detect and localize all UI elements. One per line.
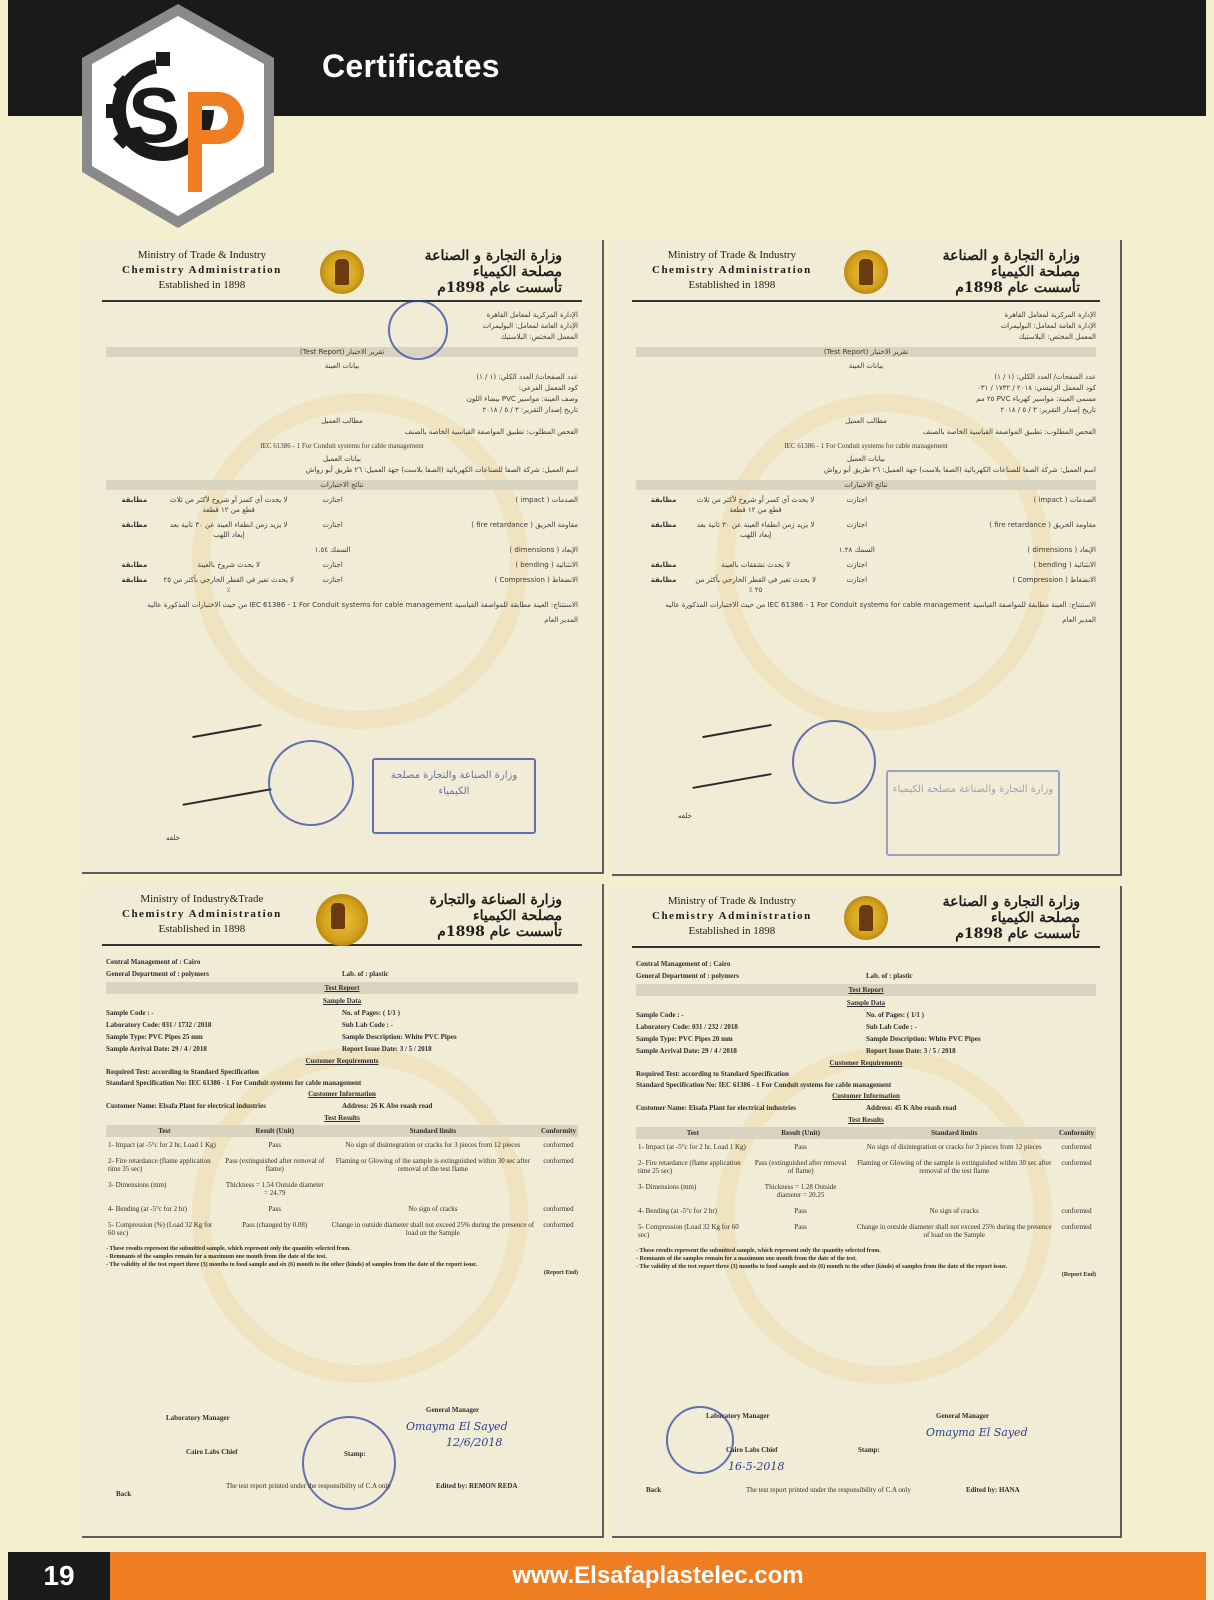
page-title: Certificates	[322, 48, 500, 84]
signature-block	[106, 1406, 578, 1516]
report-title: Test Report	[636, 984, 1096, 996]
chief-signature-date: 16-5-2018	[728, 1460, 785, 1473]
gm-signature-date: 12/6/2018	[446, 1436, 503, 1449]
general-department: General Department of : polymers	[636, 972, 740, 980]
general-manager-label: General Manager	[936, 1412, 990, 1420]
ministry-seal-icon	[316, 894, 368, 946]
requirements-title: Customer Requirements	[829, 1059, 903, 1067]
client-title: بيانات العميل	[846, 455, 885, 463]
sample-title: بيانات العينة	[848, 362, 884, 370]
table-row: 4- Bending (at -5°c for 2 hr) Pass No sign of cracks conformed	[108, 1205, 574, 1213]
arrival-date: Sample Arrival Date: 29 / 4 / 2018	[106, 1045, 207, 1053]
report-body	[106, 954, 578, 1516]
manager-label: المدير العام	[1062, 616, 1096, 624]
ministry-seal-icon	[844, 250, 888, 294]
report-title: تقرير الاختبار (Test Report)	[106, 347, 578, 357]
pages: No. of Pages: ( 1/1 )	[342, 1009, 400, 1017]
admin-ar: مصلحة الكيمياء	[991, 910, 1080, 926]
admin-ar: مصلحة الكيمياء	[473, 264, 562, 280]
results-row: الانثنائية ( bending ) اجتازت لا يحدث شروخ بالعينة مطابقة	[121, 561, 578, 569]
established-en: Established in 1898	[688, 279, 776, 291]
certificate-ar-2	[612, 240, 1122, 876]
client-line: اسم العميل: شركة الصفا للصناعات الكهربائية (الصفا بلاست) جهة العميل: ٢٦ طريق أبو رواش	[823, 466, 1096, 474]
col-result: Result (Unit)	[750, 1127, 852, 1139]
ministry-en: Ministry of Trade & Industry	[137, 249, 267, 261]
results-title: نتائج الاختبارات	[636, 480, 1096, 490]
table-row: 1- Impact (at -5°c for 2 hr, Load 1 Kg) Pass No sign of disintegration or cracks for 3 pieces from 12 pieces conformed	[638, 1143, 1092, 1151]
sub-lab-code: Sub Lab Code : -	[342, 1021, 393, 1029]
table-row: 2- Fire retardance (flame application time 35 sec) Pass (extinguished after removal of flame) Flaming or Glowing of the sample is extinguished within 30 sec after removal of the test flame conformed	[108, 1157, 574, 1173]
back-label: Back	[116, 1490, 132, 1498]
established-ar: تأسست عام 1898م	[955, 926, 1080, 942]
admin-ar: مصلحة الكيمياء	[991, 264, 1080, 280]
ministry-seal-icon	[320, 250, 364, 294]
lab-code: Laboratory Code: 031 / 232 / 2018	[636, 1023, 738, 1031]
lab-manager-label: Laboratory Manager	[706, 1412, 770, 1420]
lab-name: المعمل المختص: البلاستيك	[500, 333, 578, 341]
admin-en: Chemistry Administration	[122, 264, 282, 276]
printed-note: The test report printed under the responsibility of C.A only	[226, 1482, 391, 1490]
sample-description: Sample Description: White PVC Pipes	[342, 1033, 457, 1041]
client-line: اسم العميل: شركة الصفا للصناعات الكهربائية (الصفا بلاست) جهة العميل: ٢٦ طريق أبو رواش	[305, 466, 578, 474]
sample-description: Sample Description: White PVC Pipes	[866, 1035, 981, 1043]
printed-note: The test report printed under the responsibility of C.A only	[746, 1486, 911, 1494]
col-test: Test	[106, 1125, 223, 1137]
ministry-en: Ministry of Trade & Industry	[667, 249, 797, 261]
central-admin: الإدارة المركزية لمعامل القاهرة	[1004, 311, 1096, 319]
arrival-date: Sample Arrival Date: 29 / 4 / 2018	[636, 1047, 737, 1055]
established-en: Established in 1898	[158, 279, 246, 291]
round-stamp	[388, 300, 448, 360]
col-limits: Standard limits	[851, 1127, 1057, 1139]
table-row: 5- Compression (Load 32 Kg for 60 sec) Pass Change in outside diameter shall not exceed 25% during the presence of load on the Sample conformed	[638, 1223, 1092, 1239]
col-conformity: Conformity	[539, 1125, 578, 1137]
report-title: تقرير الاختبار (Test Report)	[636, 347, 1096, 357]
request-line: الفحص المطلوب: تطبيق المواصفة القياسية الخاصة بالصنف	[922, 428, 1096, 436]
stamp-label: Stamp:	[344, 1450, 366, 1458]
standard-spec: Standard Specification No: IEC 61386 - 1 For Conduit systems for cable management	[106, 1079, 362, 1087]
sample-type: Sample Type: PVC Pipes 25 mm	[106, 1033, 203, 1041]
signature-block	[636, 1406, 1096, 1516]
results-row: الانضغاط ( Compression ) اجتازت لا يحدث تغير في القطر الخارجي بأكثر من ٢٥ ٪ مطابقة	[121, 576, 578, 594]
table-row: 1- Impact (at -5°c for 2 hr, Load 1 Kg) Pass No sign of disintegration or cracks for 3 pieces from 12 pieces conformed	[108, 1141, 574, 1149]
admin-ar: مصلحة الكيمياء	[473, 908, 562, 924]
stamp-label: Stamp:	[858, 1446, 880, 1454]
table-row: 5- Compression (%) (Load 32 Kg for 60 sec) Pass (changed by 0.08) Change in outside diameter shall not exceed 25% during the presence of load on the Sample conformed	[108, 1221, 574, 1237]
back-label: خلفه	[166, 835, 180, 842]
letterhead	[632, 894, 1100, 948]
round-stamp	[666, 1406, 734, 1474]
results-table	[106, 1125, 578, 1241]
ministry-en: Ministry of Industry&Trade	[140, 893, 264, 905]
rectangular-stamp: وزارة التجارة والصناعة مصلحة الكيمياء	[886, 770, 1060, 856]
general-department: General Department of : polymers	[106, 970, 210, 978]
established-ar: تأسست عام 1898م	[437, 924, 562, 940]
ministry-ar: وزارة التجارة و الصناعة	[424, 248, 562, 264]
certificate-en-1	[82, 884, 604, 1538]
manager-label: المدير العام	[544, 616, 578, 624]
page-number: 19	[8, 1552, 110, 1600]
results-row: الانضغاط ( Compression ) اجتازت لا يحدث تغير في القطر الخارجي بأكثر من ٢٥ ٪ مطابقة	[650, 576, 1096, 594]
required-test: Required Test: according to Standard Specification	[106, 1068, 259, 1076]
ministry-ar: وزارة التجارة و الصناعة	[942, 248, 1080, 264]
sample-code: Sample Code : -	[106, 1009, 154, 1017]
established-ar: تأسست عام 1898م	[437, 280, 562, 296]
results-table	[636, 1127, 1096, 1243]
col-conformity: Conformity	[1057, 1127, 1096, 1139]
request-title: مطالب العميل	[321, 417, 363, 425]
customer-address: Address: 45 K Abo roash road	[866, 1104, 957, 1112]
required-test: Required Test: according to Standard Specification	[636, 1070, 789, 1078]
sample-type: Sample Type: PVC Pipes 20 mm	[636, 1035, 733, 1043]
requirements-title: Customer Requirements	[305, 1057, 379, 1065]
standard-spec: Standard Specification No: IEC 61386 - 1 For Conduit systems for cable management	[636, 1081, 892, 1089]
sample-line: كود المعمل الفرعي:	[518, 384, 578, 392]
table-row: 4- Bending (at -5°c for 2 hr) Pass No sign of cracks conformed	[638, 1207, 1092, 1215]
sample-title: Sample Data	[846, 999, 886, 1007]
col-result: Result (Unit)	[223, 1125, 327, 1137]
col-test: Test	[636, 1127, 750, 1139]
letterhead	[632, 248, 1100, 302]
sample-title: بيانات العينة	[324, 362, 360, 370]
logo-letter-s: S	[128, 71, 181, 159]
col-limits: Standard limits	[327, 1125, 539, 1137]
labs-chief-label: Cairo Labs Chief	[186, 1448, 238, 1456]
company-logo	[68, 0, 288, 232]
report-body	[636, 956, 1096, 1516]
edited-by: Edited by: HANA	[966, 1486, 1020, 1494]
issue-date: Report Issue Date: 3 / 5 / 2018	[342, 1045, 432, 1053]
standard-spec: IEC 61386 - 1 For Conduit systems for cable management	[260, 442, 424, 450]
customer-info-title: Customer Information	[308, 1090, 376, 1098]
ministry-ar: وزارة الصناعة والتجارة	[429, 892, 562, 908]
central-admin: الإدارة المركزية لمعامل القاهرة	[486, 311, 578, 319]
admin-en: Chemistry Administration	[652, 264, 812, 276]
general-manager-label: General Manager	[426, 1406, 480, 1414]
sample-line: تاريخ إصدار التقرير: ٣ / ٥ / ٢٠١٨	[482, 406, 578, 414]
customer-address: Address: 26 K Abo roash road	[342, 1102, 433, 1110]
lab-of: Lab. of : plastic	[866, 972, 913, 980]
general-admin: الإدارة العامة لمعامل: البوليمرات	[1000, 322, 1096, 330]
lab-name: المعمل المختص: البلاستيك	[1018, 333, 1096, 341]
standard-spec: IEC 61386 - 1 For Conduit systems for cable management	[784, 442, 948, 450]
request-title: مطالب العميل	[845, 417, 887, 425]
sample-title: Sample Data	[322, 997, 362, 1005]
general-admin: الإدارة العامة لمعامل: البوليمرات	[482, 322, 578, 330]
customer-info-title: Customer Information	[832, 1092, 900, 1100]
back-label: خلفه	[678, 813, 692, 820]
ministry-ar: وزارة التجارة و الصناعة	[942, 894, 1080, 910]
sub-lab-code: Sub Lab Code : -	[866, 1023, 917, 1031]
letterhead	[102, 248, 582, 302]
table-row: 3- Dimensions (mm) Thickness = 1.28 Outside diameter = 20.25	[638, 1183, 837, 1199]
pages: No. of Pages: ( 1/1 )	[866, 1011, 924, 1019]
labs-chief-label: Cairo Labs Chief	[726, 1446, 778, 1454]
customer-name: Customer Name: Elsafa Plant for electrical industries	[636, 1104, 796, 1112]
certificate-ar-1	[82, 240, 604, 874]
footer-bar	[8, 1552, 1206, 1600]
results-title: نتائج الاختبارات	[106, 480, 578, 490]
sample-code: Sample Code : -	[636, 1011, 684, 1019]
report-title: Test Report	[106, 982, 578, 994]
results-row: مقاومة الحريق ( fire retardance ) اجتازت لا يزيد زمن انطفاء العينة عن ٣٠ ثانية بعد إبعاد اللهب مطابقة	[121, 521, 578, 539]
sample-line: وصف العينة: مواسير PVC بيضاء اللون	[466, 395, 578, 403]
sample-line: عدد الصفحات/ العدد الكلي: (١ / ١)	[994, 373, 1096, 381]
certificate-en-2	[612, 886, 1122, 1538]
gm-signature: Omayma El Sayed	[926, 1426, 1028, 1439]
results-title: Test Results	[324, 1114, 360, 1122]
round-stamp	[268, 740, 354, 826]
results-row: الصدمات ( impact ) اجتازت لا يحدث أي كسر أو شروخ لأكثر من ثلاث قطع من ١٢ قطعة مطابقة	[650, 496, 1096, 514]
round-stamp	[302, 1416, 396, 1510]
report-notes: - These results represent the submitted sample, which represent only the quantity selected from. - Remnants of the samples remain for a maximum one month from the date of the test. - The validity of the test report three (3) months to food sample and six (6) month to the other (kinds) of samples from the date of the report issue. (Report End)	[106, 1246, 578, 1276]
conclusion: الاستنتاج: العينة مطابقة للمواصفة القياسية IEC 61386 - 1 For Conduit systems for cable management من حيث الاختبارات المذكورة عاليه	[665, 601, 1096, 609]
established-en: Established in 1898	[158, 923, 246, 935]
edited-by: Edited by: REMON REDA	[436, 1482, 518, 1490]
customer-name: Customer Name: Elsafa Plant for electrical industries	[106, 1102, 266, 1110]
sample-line: عدد الصفحات/ العدد الكلي: (١ / ١)	[476, 373, 578, 381]
issue-date: Report Issue Date: 3 / 5 / 2018	[866, 1047, 956, 1055]
results-row: الإبعاد ( dimensions ) السمك ١.٢٨	[838, 546, 1096, 554]
round-stamp	[792, 720, 876, 804]
letterhead	[102, 892, 582, 946]
results-title: Test Results	[848, 1116, 884, 1124]
table-row: 2- Fire retardance (flame application time 25 sec) Pass (extinguished after removal of flame) Flaming or Glowing of the sample is extinguished within 30 sec after removal of the test flame conformed	[638, 1159, 1092, 1175]
established-ar: تأسست عام 1898م	[955, 280, 1080, 296]
conclusion: الاستنتاج: العينة مطابقة للمواصفة القياسية IEC 61386 - 1 For Conduit systems for cable management من حيث الاختبارات المذكورة عاليه	[147, 601, 578, 609]
established-en: Established in 1898	[688, 925, 776, 937]
report-notes: - These results represent the submitted sample, which represent only the quantity selected from. - Remnants of the samples remain for a maximum one month from the date of the test. - The validity of the test report three (3) months to food sample and six (6) month to the other (kinds) of samples from the date of the report issue. (Report End)	[636, 1248, 1096, 1278]
sample-line: مسمى العينة: مواسير كهرباء PVC ٢٥ مم	[976, 395, 1096, 403]
lab-manager-label: Laboratory Manager	[166, 1414, 230, 1422]
central-management: Central Management of : Cairo	[106, 958, 201, 966]
sample-line: كود المعمل الرئيسي: ٢٠١٨ / ١٧٣٢ / ٠٣١	[976, 384, 1096, 392]
lab-of: Lab. of : plastic	[342, 970, 389, 978]
admin-en: Chemistry Administration	[122, 908, 282, 920]
results-row: الإبعاد ( dimensions ) السمك ١.٥٤	[314, 546, 578, 554]
request-line: الفحص المطلوب: تطبيق المواصفة القياسية الخاصة بالصنف	[404, 428, 578, 436]
rectangular-stamp: وزارة الصناعة والتجارة مصلحة الكيمياء	[372, 758, 536, 834]
results-row: الصدمات ( impact ) اجتازت لا يحدث أي كسر أو شروخ لأكثر من ثلاث قطع من ١٢ قطعة مطابقة	[121, 496, 578, 514]
website-link[interactable]: www.Elsafaplastelec.com	[110, 1552, 1206, 1600]
client-title: بيانات العميل	[322, 455, 361, 463]
table-row: 3- Dimensions (mm) Thickness = 1.54 Outside diameter = 24.79	[108, 1181, 324, 1197]
central-management: Central Management of : Cairo	[636, 960, 731, 968]
ministry-en: Ministry of Trade & Industry	[667, 895, 797, 907]
lab-code: Laboratory Code: 031 / 1732 / 2018	[106, 1021, 212, 1029]
sample-line: تاريخ إصدار التقرير: ٣ / ٥ / ٢٠١٨	[1000, 406, 1096, 414]
ministry-seal-icon	[844, 896, 888, 940]
admin-en: Chemistry Administration	[652, 910, 812, 922]
results-row: مقاومة الحريق ( fire retardance ) اجتازت لا يزيد زمن انطفاء العينة عن ٣٠ ثانية بعد إبعاد اللهب مطابقة	[650, 521, 1096, 539]
back-label: Back	[646, 1486, 662, 1494]
gm-signature: Omayma El Sayed	[406, 1420, 508, 1433]
results-row: الانثنائية ( bending ) اجتازت لا يحدث تشققات بالعينة مطابقة	[650, 561, 1096, 569]
